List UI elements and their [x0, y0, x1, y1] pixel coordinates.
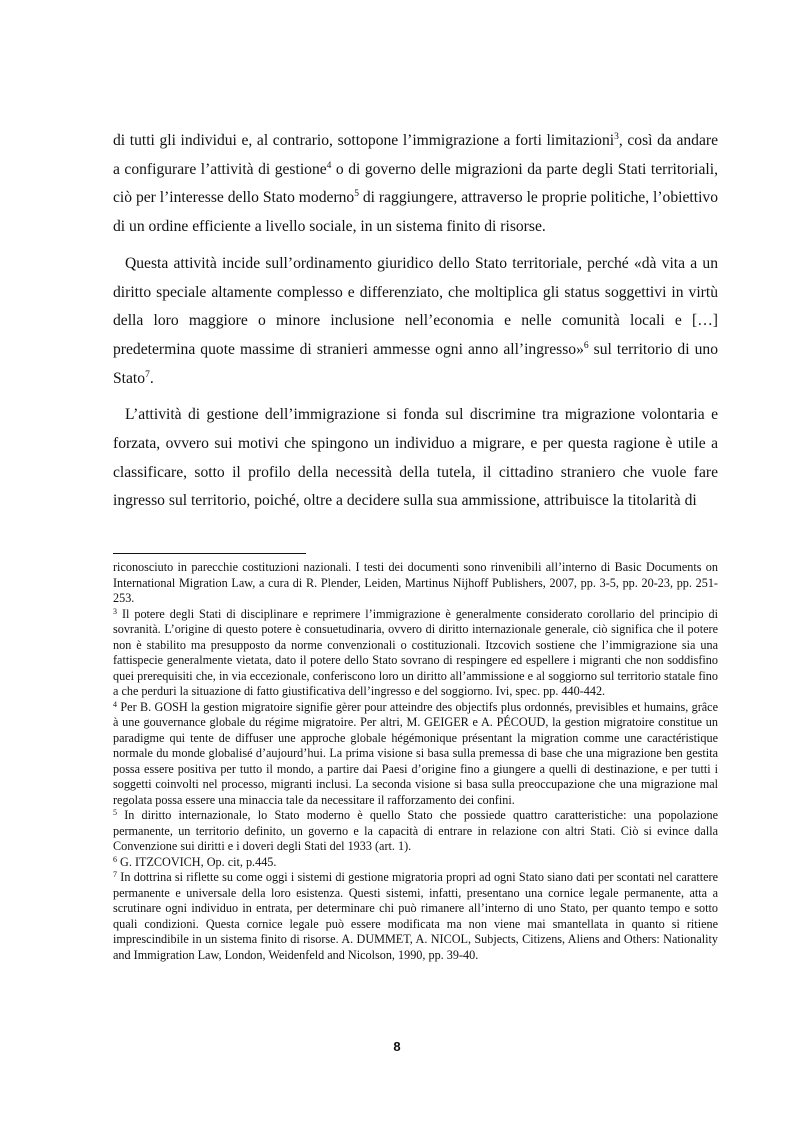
main-text — [113, 127, 718, 524]
footnotes — [113, 560, 718, 963]
footnote-number: 4 — [113, 699, 117, 709]
paragraph-2: Questa attività incide sull’ordinamento giuridico dello Stato territoriale, perché «dà vita a un diritto speciale altamente complesso e differenziato, che moltiplica gli status soggettivi in virtù della loro maggiore o minore inclusione nell’economia e nelle comunità locali e […] predetermina quote massime di stranieri ammesse ogni anno all’ingresso»$^6$ sul territorio di uno Stato$^7$. — [113, 254, 718, 387]
footnote-number: 6 — [113, 854, 117, 864]
footnote-number: 7 — [113, 870, 117, 879]
footnote-ref-6[interactable]: 6 — [583, 340, 589, 351]
footnote-text: Per B. GOSH la gestion migratoire signifie gèrer pour atteindre des objectifs plus ordonnés, previsibles et humains, grâce à une gouvernance globale du régime migratoire. Per altri, M. GEIGER e A. PÉCOUD, la gestion migratoire constitue un paradigme qui tente de diffuser une approche globale hégémonique présentant la migration comme une caractéristique normale du monde globalisé d’aujourd’hui. La prima visione si basa sulla premessa di base che una migrazione ben gestita possa essere positiva per tutto il mondo, a partire dai Paesi d’origine fino a giungere a quelli di destinazione, e per tutti i soggetti coinvolti nel processo, migranti inclusi. La seconda visione si basa sulla preoccupazione che una migrazione mal regolata possa essere una minaccia tale da necessitare il rafforzamento dei confini. — [113, 699, 719, 807]
footnote-6 — [113, 855, 718, 871]
footnote-text: In dottrina si riflette su come oggi i sistemi di gestione migratoria propri ad ogni Stato siano dati per scontati nel carattere permanente e universale della loro esistenza. Questi sistemi, infatti, presentano una cornice legale permanente, atta a scrutinare ogni individuo in entrata, per determinare chi può rimanere all’interno di uno Stato, per quanto tempo e sotto quali condizioni. Questa cornice legale può essere modificata ma non viene mai smantellata in quanto si ritiene imprescindibile in un sistema finito di risorse. A. DUMMET, A. NICOL, Subjects, Citizens, Aliens and Others: Nationality and Immigration Law, London, Weidenfeld and Nicolson, 1990, pp. 39-40. — [113, 870, 718, 962]
footnote-7 — [113, 870, 718, 963]
paragraph-3: L’attività di gestione dell’immigrazione si fonda sul discrimine tra migrazione volontaria e forzata, ovvero sui motivi che spingono un individuo a migrare, e per questa ragione è utile a classificare, sotto il profilo della necessità della tutela, il cittadino straniero che vuole fare ingresso sul territorio, poiché, oltre a decidere sulla sua ammissione, attribuisce la titolarità di — [113, 406, 718, 510]
footnote-separator — [113, 553, 306, 554]
footnote-3 — [113, 607, 718, 700]
footnote-continuation: riconosciuto in parecchie costituzioni nazionali. I testi dei documenti sono rinvenibili all’interno di Basic Documents on International Migration Law, a cura di R. Plender, Leiden, Martinus Nijhoff Publishers, 2007, pp. 3-5, pp. 20-23, pp. 251-253. — [113, 560, 718, 605]
footnote-4 — [113, 700, 718, 809]
footnote-ref-3[interactable]: 3 — [614, 132, 619, 142]
footnote-text: G. ITZCOVICH, Op. cit, p.445. — [120, 854, 277, 869]
footnote-number: 5 — [113, 808, 117, 817]
footnote-ref-7[interactable]: 7 — [145, 369, 150, 380]
footnote-text: Il potere degli Stati di disciplinare e reprimere l’immigrazione è generalmente considerato corollario del principio di sovranità. L’origine di questo potere è consuetudinaria, ovvero di diritto internazionale generale, ciò significa che il potere non è stabilito ma presupposto da norme convenzionali o costituzionali. Itzcovich sostiene che l’immigrazione sia una fattispecie generalmente vietata, dato il potere dello Stato sovrano di respingere ed espellere i migranti che non soddisfino quei prerequisiti che, in via eccezionale, conferiscono loro un diritto all’ammissione e al soggiorno sul territorio statale fino a che perduri la situazione di fatto giustificativa dell’ingresso e del soggiorno. Ivi, spec. pp. 440-442. — [113, 606, 718, 698]
page-number: 8 — [393, 1039, 401, 1054]
footnote-number: 3 — [113, 606, 117, 616]
footnote-text: In diritto internazionale, lo Stato moderno è quello Stato che possiede quattro caratteristiche: una popolazione permanente, un territorio definito, un governo e la capacità di entrare in relazione con altri Stati. Ciò si evince dalla Convenzione sui diritti e i doveri degli Stati del 1933 (art. 1). — [113, 808, 719, 853]
paragraph-1: di tutti gli individui e, al contrario, sottopone l’immigrazione a forti limitazioni$^3$, così da andare a configurare l’attività di gestione$^4$ o di governo delle migrazioni da parte degli Stati territoriali, ciò per l’interesse dello Stato moderno$^5$ di raggiungere, attraverso le proprie politiche, l’obiettivo di un ordine efficiente a livello sociale, in un sistema finito di risorse. — [113, 132, 718, 236]
footnote-5 — [113, 808, 718, 855]
footnote-ref-4[interactable]: 4 — [326, 160, 332, 171]
footnote-ref-5[interactable]: 5 — [354, 189, 359, 200]
